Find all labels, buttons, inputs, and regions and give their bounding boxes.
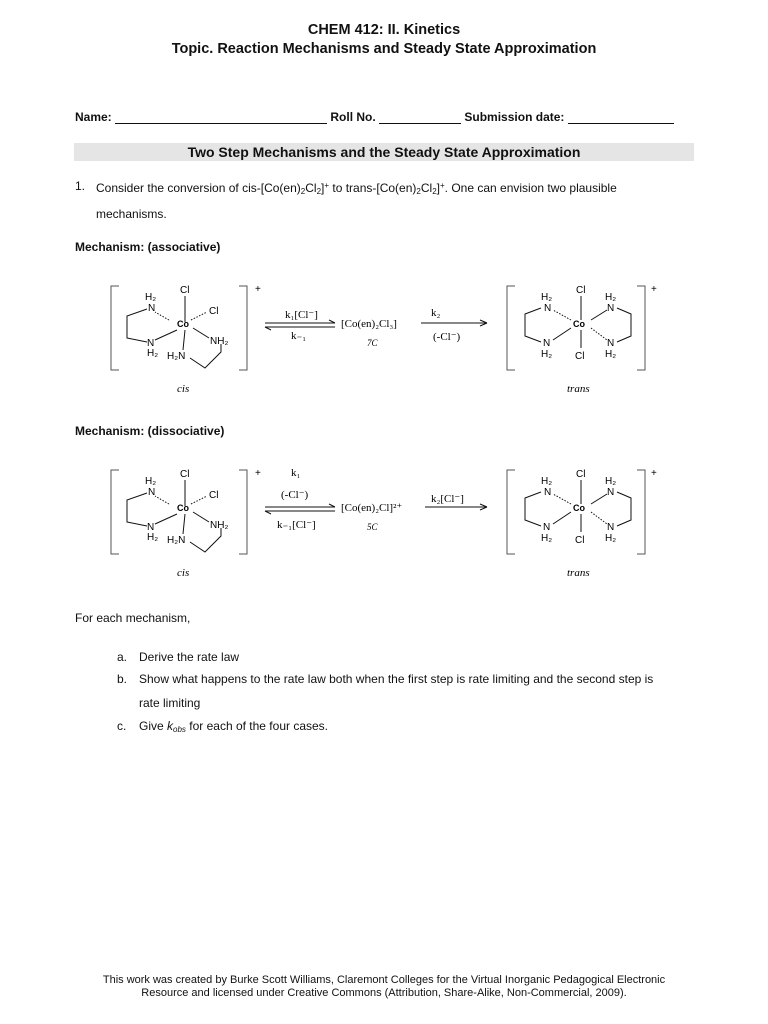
svg-text:H₂: H₂ [605,349,617,360]
intermediate-7c-note: 7C [367,338,378,348]
svg-text:H₂: H₂ [541,533,553,544]
equilibrium-arrow-1 [265,309,335,342]
mechanism-dissociative-label: Mechanism: (dissociative) [75,424,225,438]
svg-text:+: + [651,468,657,479]
svg-text:Cl: Cl [576,469,586,480]
svg-text:Co: Co [177,503,189,513]
dissociative-scheme [105,464,665,584]
svg-text:NH₂: NH₂ [210,336,229,347]
svg-text:H₂: H₂ [541,476,553,487]
svg-text:N: N [147,338,155,349]
svg-text:N: N [148,303,156,314]
task-a-text: Derive the rate law [139,650,240,664]
question-number: 1. [75,179,86,193]
svg-text:Cl: Cl [575,535,585,546]
svg-text:N: N [607,487,615,498]
intermediate-5c: [Co(en)₂Cl]²⁺ [341,502,403,514]
svg-text:N: N [147,522,155,533]
svg-text:H₂: H₂ [541,292,553,303]
question-text: Consider the conversion of cis-$[Co(en)_2Cl_2]^+$ to trans-$[Co(en)_2Cl_2]^+$. One can envision two plausible mechanisms. [96,181,617,221]
svg-text:+: + [651,284,657,295]
svg-text:Cl: Cl [209,306,219,317]
svg-text:H₂N: H₂N [167,535,186,546]
svg-text:H₂: H₂ [605,476,617,487]
svg-text:(-Cl⁻): (-Cl⁻) [433,331,461,343]
trans-complex-2 [507,468,657,579]
equilibrium-arrow-2 [265,467,335,531]
svg-text:H₂: H₂ [145,292,157,303]
svg-text:k₁[Cl⁻]: k₁[Cl⁻] [285,309,318,321]
svg-text:k₁: k₁ [291,467,301,479]
course-title: CHEM 412: II. Kinetics [307,22,461,38]
svg-text:N: N [543,522,551,533]
svg-text:N: N [544,303,552,314]
name-label: Name: [75,110,112,124]
svg-text:N: N [148,487,156,498]
svg-text:N: N [607,338,615,349]
mechanism-associative-label: Mechanism: (associative) [75,240,221,254]
svg-text:H₂N: H₂N [167,351,186,362]
intermediate-7c: [Co(en)₂Cl₃] [341,318,397,330]
svg-text:H₂: H₂ [605,292,617,303]
svg-text:N: N [607,522,615,533]
svg-text:k₂[Cl⁻]: k₂[Cl⁻] [431,493,464,505]
svg-text:Cl: Cl [209,490,219,501]
cis-complex-2 [111,468,261,579]
trans-complex-1 [507,284,657,395]
svg-text:NH₂: NH₂ [210,520,229,531]
tasks-intro: For each mechanism, [75,611,191,625]
svg-text:cis: cis [177,567,190,579]
svg-text:Cl: Cl [180,469,190,480]
section-title: Two Step Mechanisms and the Steady State Approximation [74,143,694,161]
student-info-form [75,110,695,124]
svg-text:Co: Co [573,503,585,513]
svg-text:Cl: Cl [575,351,585,362]
svg-text:k₂: k₂ [431,307,441,319]
svg-text:+: + [255,468,261,479]
task-b-text: Show what happens to the rate law both when the first step is rate limiting and the second step is rate limiting [139,672,654,710]
license-footer: This work was created by Burke Scott Williams, Claremont Colleges for the Virtual Inorganic Pedagogical Electronic Resource and licensed under Creative Commons (Attribution, Share-Alike, Non-Commercial, 2009). [102,974,666,999]
svg-text:H₂: H₂ [145,476,157,487]
svg-text:N: N [544,487,552,498]
charge-plus: + [255,284,261,295]
cis-complex-1 [111,284,261,395]
svg-text:k₋₁: k₋₁ [291,330,307,342]
svg-text:H₂: H₂ [541,349,553,360]
intermediate-5c-note: 5C [367,522,378,532]
forward-arrow-2 [425,493,487,510]
svg-text:N: N [543,338,551,349]
date-field[interactable] [568,111,674,124]
date-label: Submission date: [464,110,565,124]
svg-text:Co: Co [177,319,189,329]
svg-text:trans: trans [567,567,590,579]
forward-arrow-1 [421,307,487,343]
associative-scheme [105,280,665,400]
svg-text:H₂: H₂ [147,532,159,543]
cis-label: cis [177,383,190,395]
name-field[interactable] [115,111,327,124]
svg-text:(-Cl⁻): (-Cl⁻) [281,489,309,501]
svg-text:Cl: Cl [180,285,190,296]
task-c-marker: c. [117,719,127,733]
svg-text:Cl: Cl [576,285,586,296]
svg-text:H₂: H₂ [147,348,159,359]
roll-field[interactable] [379,111,461,124]
task-b-marker: b. [117,672,128,686]
svg-text:N: N [607,303,615,314]
svg-text:Co: Co [573,319,585,329]
task-a-marker: a. [117,650,128,664]
trans-label: trans [567,383,590,395]
svg-text:k₋₁[Cl⁻]: k₋₁[Cl⁻] [277,519,316,531]
roll-label: Roll No. [330,110,376,124]
svg-text:H₂: H₂ [605,533,617,544]
topic-title: Topic. Reaction Mechanisms and Steady State Approximation [171,41,597,57]
task-c-text: Give $k_{obs}$ for each of the four cases. [139,719,328,734]
